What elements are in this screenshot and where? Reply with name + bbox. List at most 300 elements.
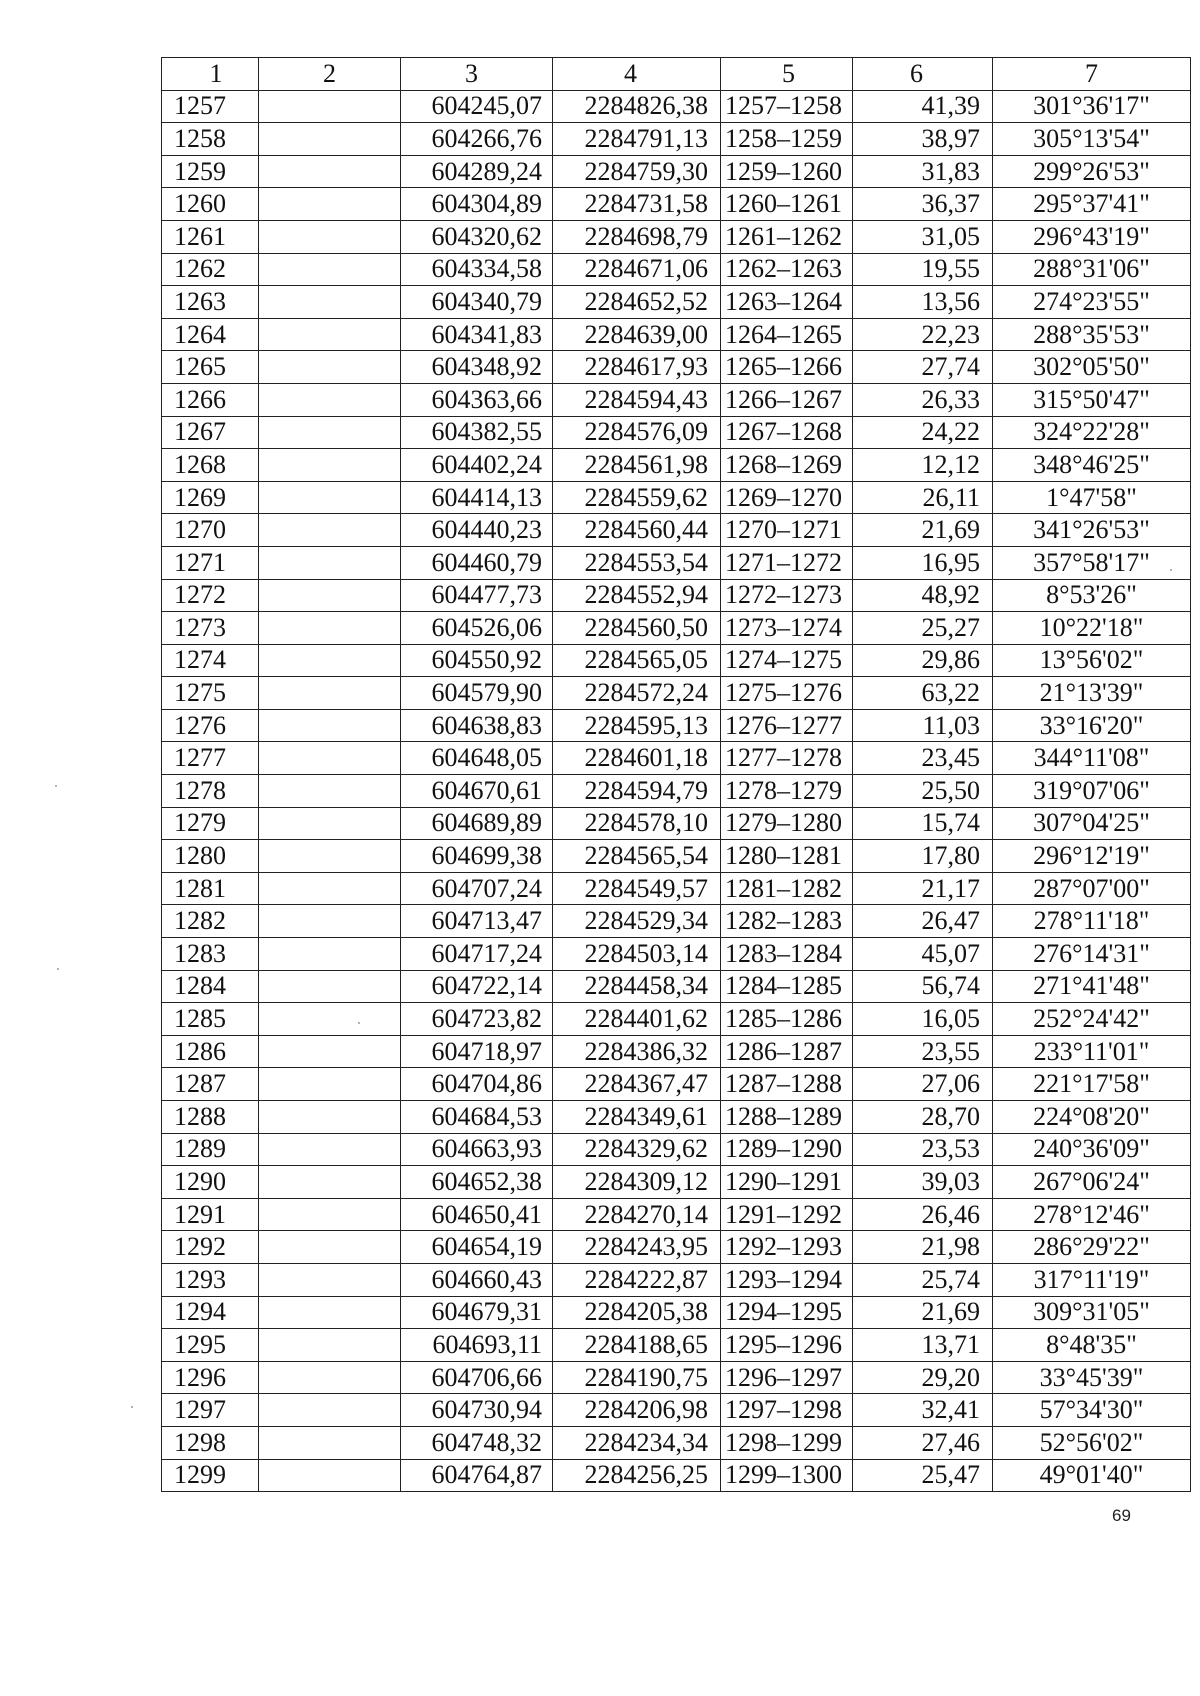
segment-cell: 1282–1283 — [721, 905, 853, 938]
table-row — [162, 1459, 1191, 1492]
segment-cell: 1257–1258 — [721, 90, 853, 123]
y-coordinate-cell: 2284549,57 — [553, 872, 721, 905]
point-number-cell: 1261 — [162, 220, 259, 253]
y-coordinate-cell: 2284401,62 — [553, 1003, 721, 1036]
bearing-cell: 8°48'35" — [993, 1329, 1191, 1362]
column-header: 6 — [853, 58, 993, 91]
point-number-cell: 1286 — [162, 1035, 259, 1068]
length-cell: 19,55 — [853, 253, 993, 286]
y-coordinate-cell: 2284826,38 — [553, 90, 721, 123]
length-cell: 31,05 — [853, 220, 993, 253]
empty-cell — [259, 579, 401, 612]
table-row — [162, 709, 1191, 742]
empty-cell — [259, 775, 401, 808]
length-cell: 28,70 — [853, 1101, 993, 1134]
page-number: 69 — [1112, 1506, 1131, 1525]
empty-cell — [259, 807, 401, 840]
table-row — [162, 1068, 1191, 1101]
segment-cell: 1270–1271 — [721, 514, 853, 547]
point-number-cell: 1278 — [162, 775, 259, 808]
point-number-cell: 1287 — [162, 1068, 259, 1101]
x-coordinate-cell: 604704,86 — [401, 1068, 553, 1101]
table-row — [162, 1394, 1191, 1427]
table-row — [162, 807, 1191, 840]
empty-cell — [259, 1263, 401, 1296]
table-row — [162, 1003, 1191, 1036]
point-number-cell: 1263 — [162, 286, 259, 319]
segment-cell: 1268–1269 — [721, 449, 853, 482]
scan-speck — [55, 785, 57, 787]
length-cell: 26,11 — [853, 481, 993, 514]
bearing-cell: 302°05'50" — [993, 351, 1191, 384]
y-coordinate-cell: 2284367,47 — [553, 1068, 721, 1101]
table-row — [162, 1035, 1191, 1068]
point-number-cell: 1280 — [162, 840, 259, 873]
empty-cell — [259, 1426, 401, 1459]
bearing-cell: 278°12'46" — [993, 1198, 1191, 1231]
point-number-cell: 1275 — [162, 677, 259, 710]
segment-cell: 1288–1289 — [721, 1101, 853, 1134]
bearing-cell: 319°07'06" — [993, 775, 1191, 808]
segment-cell: 1259–1260 — [721, 155, 853, 188]
point-number-cell: 1284 — [162, 970, 259, 1003]
empty-cell — [259, 872, 401, 905]
empty-cell — [259, 416, 401, 449]
y-coordinate-cell: 2284671,06 — [553, 253, 721, 286]
length-cell: 27,46 — [853, 1426, 993, 1459]
segment-cell: 1284–1285 — [721, 970, 853, 1003]
length-cell: 13,71 — [853, 1329, 993, 1362]
segment-cell: 1265–1266 — [721, 351, 853, 384]
table-row — [162, 938, 1191, 971]
x-coordinate-cell: 604363,66 — [401, 383, 553, 416]
point-number-cell: 1277 — [162, 742, 259, 775]
y-coordinate-cell: 2284601,18 — [553, 742, 721, 775]
x-coordinate-cell: 604660,43 — [401, 1263, 553, 1296]
x-coordinate-cell: 604341,83 — [401, 318, 553, 351]
segment-cell: 1296–1297 — [721, 1361, 853, 1394]
empty-cell — [259, 253, 401, 286]
empty-cell — [259, 1003, 401, 1036]
segment-cell: 1266–1267 — [721, 383, 853, 416]
bearing-cell: 288°35'53" — [993, 318, 1191, 351]
table-row — [162, 188, 1191, 221]
point-number-cell: 1267 — [162, 416, 259, 449]
x-coordinate-cell: 604460,79 — [401, 546, 553, 579]
empty-cell — [259, 1035, 401, 1068]
segment-cell: 1293–1294 — [721, 1263, 853, 1296]
length-cell: 25,47 — [853, 1459, 993, 1492]
point-number-cell: 1274 — [162, 644, 259, 677]
length-cell: 25,74 — [853, 1263, 993, 1296]
bearing-cell: 21°13'39" — [993, 677, 1191, 710]
x-coordinate-cell: 604414,13 — [401, 481, 553, 514]
table-row — [162, 872, 1191, 905]
segment-cell: 1275–1276 — [721, 677, 853, 710]
point-number-cell: 1257 — [162, 90, 259, 123]
x-coordinate-cell: 604320,62 — [401, 220, 553, 253]
table-body — [162, 90, 1191, 1492]
point-number-cell: 1265 — [162, 351, 259, 384]
length-cell: 16,05 — [853, 1003, 993, 1036]
empty-cell — [259, 1231, 401, 1264]
point-number-cell: 1288 — [162, 1101, 259, 1134]
scan-speck — [131, 1406, 133, 1408]
point-number-cell: 1285 — [162, 1003, 259, 1036]
point-number-cell: 1294 — [162, 1296, 259, 1329]
segment-cell: 1280–1281 — [721, 840, 853, 873]
bearing-cell: 341°26'53" — [993, 514, 1191, 547]
length-cell: 63,22 — [853, 677, 993, 710]
x-coordinate-cell: 604713,47 — [401, 905, 553, 938]
empty-cell — [259, 155, 401, 188]
length-cell: 36,37 — [853, 188, 993, 221]
x-coordinate-cell: 604550,92 — [401, 644, 553, 677]
point-number-cell: 1293 — [162, 1263, 259, 1296]
table-row — [162, 1263, 1191, 1296]
y-coordinate-cell: 2284458,34 — [553, 970, 721, 1003]
bearing-cell: 344°11'08" — [993, 742, 1191, 775]
bearing-cell: 305°13'54" — [993, 123, 1191, 156]
segment-cell: 1260–1261 — [721, 188, 853, 221]
x-coordinate-cell: 604245,07 — [401, 90, 553, 123]
table-row — [162, 514, 1191, 547]
point-number-cell: 1290 — [162, 1166, 259, 1199]
bearing-cell: 299°26'53" — [993, 155, 1191, 188]
column-header: 1 — [162, 58, 259, 91]
table-row — [162, 318, 1191, 351]
length-cell: 25,50 — [853, 775, 993, 808]
y-coordinate-cell: 2284256,25 — [553, 1459, 721, 1492]
length-cell: 45,07 — [853, 938, 993, 971]
point-number-cell: 1295 — [162, 1329, 259, 1362]
point-number-cell: 1296 — [162, 1361, 259, 1394]
table-row — [162, 416, 1191, 449]
length-cell: 27,74 — [853, 351, 993, 384]
table-row — [162, 840, 1191, 873]
y-coordinate-cell: 2284222,87 — [553, 1263, 721, 1296]
empty-cell — [259, 742, 401, 775]
empty-cell — [259, 1101, 401, 1134]
table-row — [162, 1101, 1191, 1134]
point-number-cell: 1292 — [162, 1231, 259, 1264]
segment-cell: 1277–1278 — [721, 742, 853, 775]
y-coordinate-cell: 2284595,13 — [553, 709, 721, 742]
y-coordinate-cell: 2284559,62 — [553, 481, 721, 514]
point-number-cell: 1298 — [162, 1426, 259, 1459]
table-row — [162, 1133, 1191, 1166]
length-cell: 31,83 — [853, 155, 993, 188]
x-coordinate-cell: 604650,41 — [401, 1198, 553, 1231]
point-number-cell: 1289 — [162, 1133, 259, 1166]
bearing-cell: 315°50'47" — [993, 383, 1191, 416]
empty-cell — [259, 449, 401, 482]
length-cell: 21,69 — [853, 514, 993, 547]
point-number-cell: 1276 — [162, 709, 259, 742]
y-coordinate-cell: 2284652,52 — [553, 286, 721, 319]
empty-cell — [259, 188, 401, 221]
table-row — [162, 742, 1191, 775]
x-coordinate-cell: 604340,79 — [401, 286, 553, 319]
point-number-cell: 1260 — [162, 188, 259, 221]
length-cell: 13,56 — [853, 286, 993, 319]
y-coordinate-cell: 2284572,24 — [553, 677, 721, 710]
segment-cell: 1292–1293 — [721, 1231, 853, 1264]
x-coordinate-cell: 604663,93 — [401, 1133, 553, 1166]
x-coordinate-cell: 604266,76 — [401, 123, 553, 156]
table-row — [162, 1329, 1191, 1362]
point-number-cell: 1271 — [162, 546, 259, 579]
point-number-cell: 1264 — [162, 318, 259, 351]
empty-cell — [259, 1198, 401, 1231]
x-coordinate-cell: 604638,83 — [401, 709, 553, 742]
length-cell: 29,20 — [853, 1361, 993, 1394]
y-coordinate-cell: 2284594,43 — [553, 383, 721, 416]
segment-cell: 1295–1296 — [721, 1329, 853, 1362]
y-coordinate-cell: 2284561,98 — [553, 449, 721, 482]
bearing-cell: 49°01'40" — [993, 1459, 1191, 1492]
point-number-cell: 1291 — [162, 1198, 259, 1231]
x-coordinate-cell: 604579,90 — [401, 677, 553, 710]
table-row — [162, 220, 1191, 253]
length-cell: 26,33 — [853, 383, 993, 416]
bearing-cell: 309°31'05" — [993, 1296, 1191, 1329]
segment-cell: 1276–1277 — [721, 709, 853, 742]
length-cell: 56,74 — [853, 970, 993, 1003]
empty-cell — [259, 1166, 401, 1199]
y-coordinate-cell: 2284552,94 — [553, 579, 721, 612]
y-coordinate-cell: 2284698,79 — [553, 220, 721, 253]
bearing-cell: 274°23'55" — [993, 286, 1191, 319]
empty-cell — [259, 709, 401, 742]
y-coordinate-cell: 2284791,13 — [553, 123, 721, 156]
y-coordinate-cell: 2284243,95 — [553, 1231, 721, 1264]
empty-cell — [259, 546, 401, 579]
segment-cell: 1261–1262 — [721, 220, 853, 253]
length-cell: 27,06 — [853, 1068, 993, 1101]
point-number-cell: 1279 — [162, 807, 259, 840]
empty-cell — [259, 612, 401, 645]
segment-cell: 1271–1272 — [721, 546, 853, 579]
bearing-cell: 1°47'58" — [993, 481, 1191, 514]
scan-speck — [57, 968, 59, 970]
bearing-cell: 324°22'28" — [993, 416, 1191, 449]
column-header: 7 — [993, 58, 1191, 91]
y-coordinate-cell: 2284205,38 — [553, 1296, 721, 1329]
point-number-cell: 1297 — [162, 1394, 259, 1427]
table-row — [162, 644, 1191, 677]
length-cell: 22,23 — [853, 318, 993, 351]
y-coordinate-cell: 2284188,65 — [553, 1329, 721, 1362]
y-coordinate-cell: 2284234,34 — [553, 1426, 721, 1459]
segment-cell: 1286–1287 — [721, 1035, 853, 1068]
bearing-cell: 307°04'25" — [993, 807, 1191, 840]
x-coordinate-cell: 604648,05 — [401, 742, 553, 775]
length-cell: 29,86 — [853, 644, 993, 677]
x-coordinate-cell: 604679,31 — [401, 1296, 553, 1329]
y-coordinate-cell: 2284617,93 — [553, 351, 721, 384]
bearing-cell: 252°24'42" — [993, 1003, 1191, 1036]
y-coordinate-cell: 2284190,75 — [553, 1361, 721, 1394]
length-cell: 24,22 — [853, 416, 993, 449]
x-coordinate-cell: 604348,92 — [401, 351, 553, 384]
x-coordinate-cell: 604699,38 — [401, 840, 553, 873]
segment-cell: 1272–1273 — [721, 579, 853, 612]
segment-cell: 1283–1284 — [721, 938, 853, 971]
table-row — [162, 1361, 1191, 1394]
empty-cell — [259, 318, 401, 351]
length-cell: 41,39 — [853, 90, 993, 123]
x-coordinate-cell: 604670,61 — [401, 775, 553, 808]
empty-cell — [259, 514, 401, 547]
bearing-cell: 267°06'24" — [993, 1166, 1191, 1199]
empty-cell — [259, 1068, 401, 1101]
table-row — [162, 481, 1191, 514]
table-row — [162, 970, 1191, 1003]
segment-cell: 1264–1265 — [721, 318, 853, 351]
empty-cell — [259, 1329, 401, 1362]
y-coordinate-cell: 2284386,32 — [553, 1035, 721, 1068]
x-coordinate-cell: 604440,23 — [401, 514, 553, 547]
segment-cell: 1297–1298 — [721, 1394, 853, 1427]
bearing-cell: 221°17'58" — [993, 1068, 1191, 1101]
y-coordinate-cell: 2284731,58 — [553, 188, 721, 221]
bearing-cell: 295°37'41" — [993, 188, 1191, 221]
y-coordinate-cell: 2284639,00 — [553, 318, 721, 351]
y-coordinate-cell: 2284206,98 — [553, 1394, 721, 1427]
empty-cell — [259, 1394, 401, 1427]
point-number-cell: 1281 — [162, 872, 259, 905]
length-cell: 17,80 — [853, 840, 993, 873]
empty-cell — [259, 123, 401, 156]
length-cell: 16,95 — [853, 546, 993, 579]
empty-cell — [259, 840, 401, 873]
bearing-cell: 233°11'01" — [993, 1035, 1191, 1068]
bearing-cell: 317°11'19" — [993, 1263, 1191, 1296]
x-coordinate-cell: 604689,89 — [401, 807, 553, 840]
x-coordinate-cell: 604730,94 — [401, 1394, 553, 1427]
x-coordinate-cell: 604652,38 — [401, 1166, 553, 1199]
y-coordinate-cell: 2284349,61 — [553, 1101, 721, 1134]
length-cell: 15,74 — [853, 807, 993, 840]
length-cell: 12,12 — [853, 449, 993, 482]
empty-cell — [259, 677, 401, 710]
point-number-cell: 1282 — [162, 905, 259, 938]
y-coordinate-cell: 2284565,54 — [553, 840, 721, 873]
bearing-cell: 278°11'18" — [993, 905, 1191, 938]
table-row — [162, 123, 1191, 156]
point-number-cell: 1266 — [162, 383, 259, 416]
table-row — [162, 383, 1191, 416]
segment-cell: 1290–1291 — [721, 1166, 853, 1199]
column-header: 5 — [721, 58, 853, 91]
bearing-cell: 301°36'17" — [993, 90, 1191, 123]
segment-cell: 1278–1279 — [721, 775, 853, 808]
segment-cell: 1269–1270 — [721, 481, 853, 514]
segment-cell: 1258–1259 — [721, 123, 853, 156]
segment-cell: 1281–1282 — [721, 872, 853, 905]
y-coordinate-cell: 2284309,12 — [553, 1166, 721, 1199]
point-number-cell: 1269 — [162, 481, 259, 514]
bearing-cell: 287°07'00" — [993, 872, 1191, 905]
length-cell: 38,97 — [853, 123, 993, 156]
length-cell: 26,46 — [853, 1198, 993, 1231]
length-cell: 21,17 — [853, 872, 993, 905]
segment-cell: 1285–1286 — [721, 1003, 853, 1036]
x-coordinate-cell: 604289,24 — [401, 155, 553, 188]
segment-cell: 1267–1268 — [721, 416, 853, 449]
segment-cell: 1299–1300 — [721, 1459, 853, 1492]
segment-cell: 1279–1280 — [721, 807, 853, 840]
bearing-cell: 240°36'09" — [993, 1133, 1191, 1166]
empty-cell — [259, 644, 401, 677]
y-coordinate-cell: 2284594,79 — [553, 775, 721, 808]
point-number-cell: 1299 — [162, 1459, 259, 1492]
length-cell: 11,03 — [853, 709, 993, 742]
scan-speck — [1170, 569, 1172, 571]
table-row — [162, 90, 1191, 123]
segment-cell: 1274–1275 — [721, 644, 853, 677]
segment-cell: 1263–1264 — [721, 286, 853, 319]
empty-cell — [259, 905, 401, 938]
length-cell: 23,45 — [853, 742, 993, 775]
bearing-cell: 52°56'02" — [993, 1426, 1191, 1459]
table-row — [162, 677, 1191, 710]
y-coordinate-cell: 2284560,50 — [553, 612, 721, 645]
x-coordinate-cell: 604526,06 — [401, 612, 553, 645]
empty-cell — [259, 220, 401, 253]
bearing-cell: 8°53'26" — [993, 579, 1191, 612]
bearing-cell: 348°46'25" — [993, 449, 1191, 482]
empty-cell — [259, 938, 401, 971]
bearing-cell: 296°12'19" — [993, 840, 1191, 873]
point-number-cell: 1262 — [162, 253, 259, 286]
x-coordinate-cell: 604477,73 — [401, 579, 553, 612]
empty-cell — [259, 1459, 401, 1492]
length-cell: 26,47 — [853, 905, 993, 938]
bearing-cell: 224°08'20" — [993, 1101, 1191, 1134]
table-row — [162, 612, 1191, 645]
y-coordinate-cell: 2284565,05 — [553, 644, 721, 677]
table-row — [162, 775, 1191, 808]
segment-cell: 1262–1263 — [721, 253, 853, 286]
coordinates-table — [161, 57, 1191, 1492]
column-header: 2 — [259, 58, 401, 91]
x-coordinate-cell: 604684,53 — [401, 1101, 553, 1134]
length-cell: 23,55 — [853, 1035, 993, 1068]
x-coordinate-cell: 604304,89 — [401, 188, 553, 221]
table-row — [162, 546, 1191, 579]
segment-cell: 1273–1274 — [721, 612, 853, 645]
x-coordinate-cell: 604402,24 — [401, 449, 553, 482]
y-coordinate-cell: 2284578,10 — [553, 807, 721, 840]
empty-cell — [259, 1296, 401, 1329]
table-row — [162, 1426, 1191, 1459]
x-coordinate-cell: 604764,87 — [401, 1459, 553, 1492]
empty-cell — [259, 351, 401, 384]
table-row — [162, 1296, 1191, 1329]
table-row — [162, 155, 1191, 188]
x-coordinate-cell: 604654,19 — [401, 1231, 553, 1264]
bearing-cell: 271°41'48" — [993, 970, 1191, 1003]
length-cell: 25,27 — [853, 612, 993, 645]
point-number-cell: 1270 — [162, 514, 259, 547]
segment-cell: 1298–1299 — [721, 1426, 853, 1459]
x-coordinate-cell: 604693,11 — [401, 1329, 553, 1362]
empty-cell — [259, 383, 401, 416]
y-coordinate-cell: 2284553,54 — [553, 546, 721, 579]
point-number-cell: 1272 — [162, 579, 259, 612]
